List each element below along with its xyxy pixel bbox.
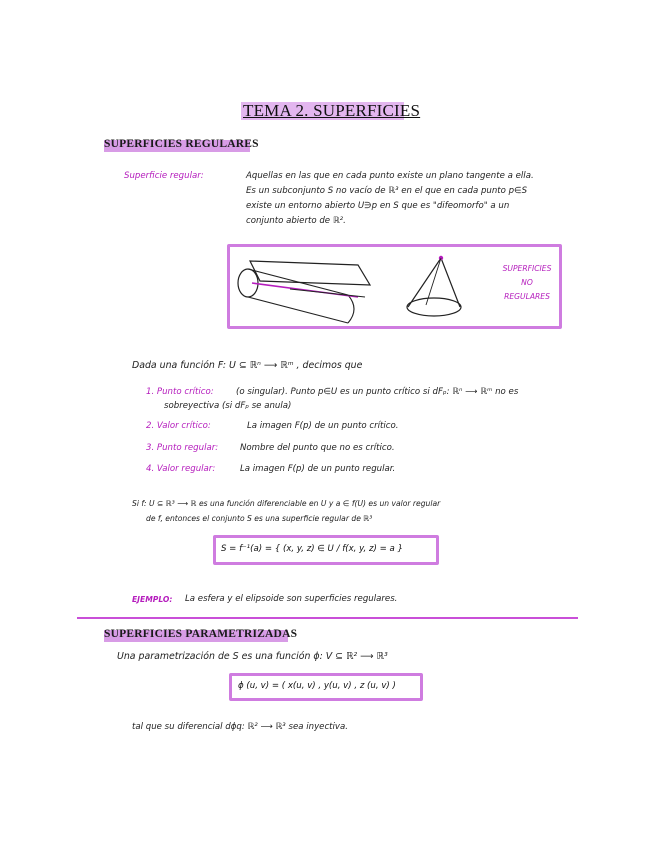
function-intro: Dada una función F: U ⊆ ℝⁿ ⟶ ℝᵐ , decimos que [132, 360, 363, 371]
theorem-line: Si f: U ⊆ ℝ³ ⟶ ℝ es una función diferenciable en U y a ∈ f(U) es un valor regular [132, 499, 441, 508]
item-text: sobreyectiva (si dFₚ se anula) [164, 401, 292, 411]
parametrization-intro: Una parametrización de S es una función ϕ: V ⊆ ℝ² ⟶ ℝ³ [117, 651, 388, 662]
cone-sketch [408, 258, 460, 307]
example-label: EJEMPLO: [132, 595, 173, 604]
section-heading-regulares: SUPERFICIES REGULARES [104, 138, 259, 150]
definition-line: Es un subconjunto S no vacío de ℝ³ en el que en cada punto p∈S [246, 186, 528, 196]
item-text: Nombre del punto que no es crítico. [240, 443, 395, 453]
definition-line: conjunto abierto de ℝ². [246, 216, 346, 226]
section-heading-parametrizadas: SUPERFICIES PARAMETRIZADAS [104, 628, 298, 640]
figure-label: NO [521, 278, 533, 287]
item-label: 3. Punto regular: [146, 443, 219, 453]
definition-line: existe un entorno abierto U∋p en S que es "difeomorfo" a un [246, 201, 510, 211]
item-label: 1. Punto crítico: [146, 387, 214, 397]
figure-label: REGULARES [504, 292, 550, 301]
level-set-formula: S = f⁻¹(a) = { (x, y, z) ∈ U / f(x, y, z) = a } [221, 544, 404, 554]
non-regular-surfaces-drawing [230, 247, 560, 327]
parametrization-formula: ϕ (u, v) = ( x(u, v) , y(u, v) , z (u, v) ) [238, 681, 396, 691]
item-text: La imagen F(p) de un punto regular. [240, 464, 396, 474]
theorem-line: de f, entonces el conjunto S es una superficie regular de ℝ³ [146, 514, 373, 523]
example-text: La esfera y el elipsoide son superficies regulares. [185, 594, 398, 604]
item-text: La imagen F(p) de un punto crítico. [247, 421, 399, 431]
section-divider [77, 617, 578, 619]
item-text: (o singular). Punto p∈U es un punto crítico si dFₚ: ℝⁿ ⟶ ℝᵐ no es [236, 387, 519, 397]
item-label: 4. Valor regular: [146, 464, 216, 474]
definition-line: Aquellas en las que en cada punto existe un plano tangente a ella. [246, 171, 534, 181]
page-title: TEMA 2. SUPERFICIES [243, 101, 421, 120]
plane-sketch [250, 261, 370, 285]
figure-label: SUPERFICIES [502, 264, 552, 273]
item-label: 2. Valor crítico: [146, 421, 211, 431]
definition-label: Superficie regular: [124, 171, 204, 181]
closing-statement: tal que su diferencial dϕq: ℝ² ⟶ ℝ³ sea inyectiva. [132, 722, 349, 732]
